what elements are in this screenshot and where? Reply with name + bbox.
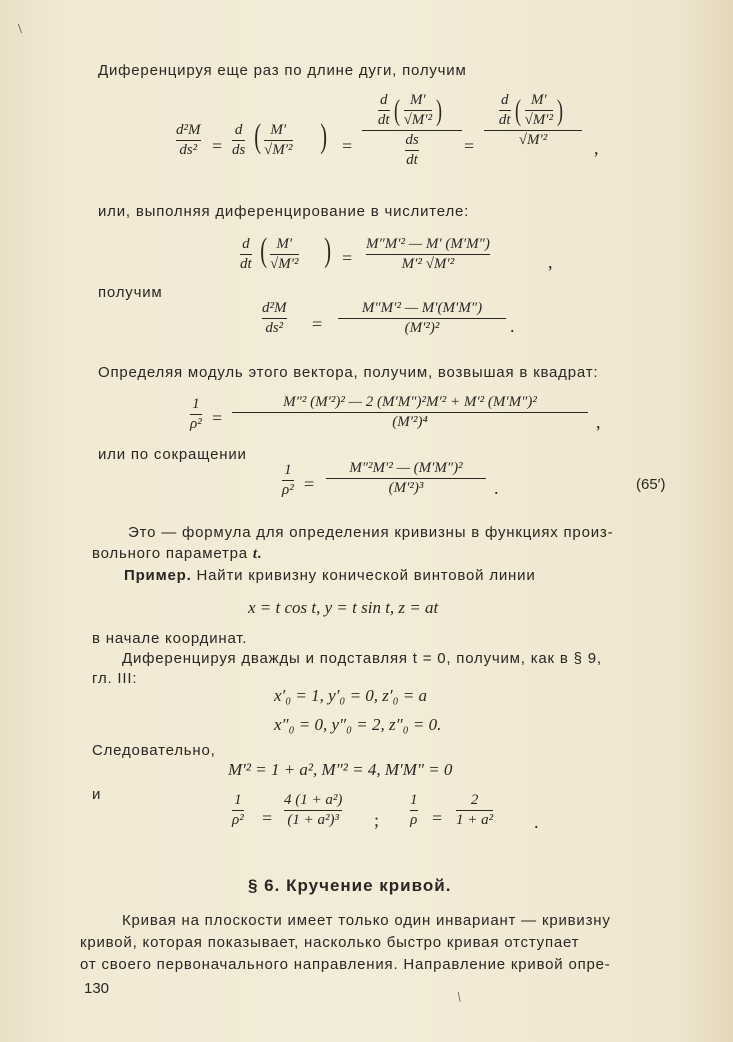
paragraph-modulus-square: Определяя модуль этого вектора, получим, возвышая в квадрат: <box>98 364 599 381</box>
paragraph-last-l2: кривой, которая показывает, насколько быстро кривая отступает <box>80 934 580 951</box>
paragraph-after-reduction: или по сокращении <box>98 446 247 463</box>
f1-right-fraction: $\frac{d}{dt}$ ( $\frac{M'}{\text{√M′²}}$ ) √M′² <box>484 92 582 149</box>
f1-big-fraction: $\frac{d}{dt}$ ( $\frac{M'}{\text{√M′²}}$ ) $\frac{ds}{dt}$ <box>362 92 462 169</box>
formula-vector-values: M′² = 1 + a², M″² = 4, M′M″ = 0 <box>228 760 453 779</box>
paragraph-last-l3: от своего первоначального направления. Направление кривой опре- <box>80 956 611 973</box>
paragraph-example: Пример. Найти кривизну конической винтовой линии <box>124 567 536 584</box>
paragraph-perform-differentiation: или, выполняя диференцирование в числителе: <box>98 203 470 220</box>
paragraph-differentiate-twice-l2: гл. III: <box>92 670 138 687</box>
formula-second-derivatives: x″₀ = 0, y″₀ = 2, z″₀ = 0. <box>274 715 442 734</box>
f1-inner-1: M′ √M′² <box>264 122 293 158</box>
formula-first-derivatives: x′₀ = 1, y′₀ = 0, z′₀ = a <box>274 686 428 705</box>
stray-mark: / <box>454 990 466 1006</box>
f1-lhs: d²M ds² <box>176 122 201 158</box>
paragraph-at-origin: в начале координат. <box>92 630 248 647</box>
paragraph-differentiate-twice-l1: Диференцируя дважды и подставляя t = 0, получим, как в § 9, <box>122 650 602 667</box>
paragraph-we-get: получим <box>98 284 163 301</box>
book-page: \ Диференцируя еще раз по длине дуги, получим d²M ds² = d ds ( M′ √M′² ) = $\frac{d}{dt}$ ( $\frac{M'}{\text{√M′²}}$ ) $\frac{ds}{dt}$ = $\frac{d}{dt}$ ( $\frac{M'}{\text{√M′²}}$ ) √M′² , или, выполняя диференцирование в числителе: d dt ( M′ √M′² ) = M″M′² — M′ (M′M″) M′² √M′² , получим d²M ds² = M″M′² — M′(M′M″) (M′²)² . Определяя модуль этого вектора, получим, возвышая в квадрат: 1 ρ² = M″² (M′²)² — 2 (M′M″)²M′² + M′² (M′M″)² (M′²)⁴ , или по сокращении 1 ρ² = M″²M′² — (M′M″)² (M′²)³ . (65′) Это — формула для определения кривизны в функциях произ- вольного параметра t. Пример. Найти кривизну конической винтовой линии x = t cos t, y = t sin t, z = at в начале координат. Диференцируя дважды и подставляя t = 0, получим, как в § 9, гл. III: x′₀ = 1, y′₀ = 0, z′₀ = a x″₀ = 0, y″₀ = 2, z″₀ = 0. Следовательно, M′² = 1 + a², M″² = 4, M′M″ = 0 и 1 ρ² = 4 (1 + a²) (1 + a²)³ ; 1 ρ = 2 1 + a² . § 6. Кручение кривой. Кривая на плоскости имеет только один инвариант — кривизну кривой, которая показывает, насколько быстро кривая отступает от своего первоначального направления. Направление кривой опре- 130 / <box>0 0 733 1042</box>
paragraph-last-l1: Кривая на плоскости имеет только один инвариант — кривизну <box>122 912 611 929</box>
equation-tag-65-prime: (65′) <box>636 476 666 493</box>
page-number: 130 <box>84 980 110 997</box>
paragraph-therefore: Следовательно, <box>92 742 216 759</box>
f1-d-ds: d ds <box>232 122 246 158</box>
paragraph-and: и <box>92 786 102 803</box>
paragraph-formula-curvature-l2: вольного параметра t. <box>92 545 263 562</box>
paragraph-differentiate-again: Диференцируя еще раз по длине дуги, получим <box>98 62 467 79</box>
paragraph-formula-curvature-l1: Это — формула для определения кривизны в функциях произ- <box>128 524 614 541</box>
formula-conical-helix: x = t cos t, y = t sin t, z = at <box>248 598 439 617</box>
corner-mark: \ <box>18 22 22 37</box>
section-heading: § 6. Кручение кривой. <box>248 876 452 895</box>
